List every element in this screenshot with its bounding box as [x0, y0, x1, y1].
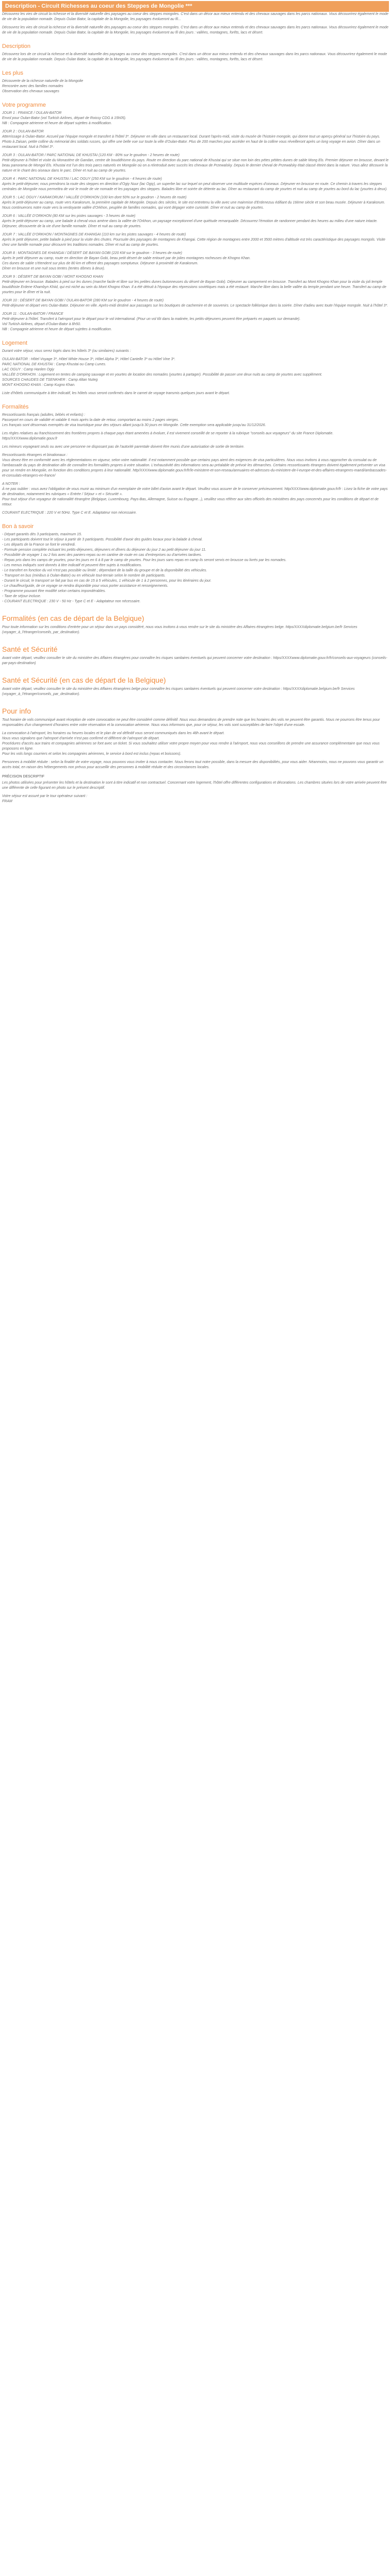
section-paragraph: Ressortissants étrangers et binationaux : Vous devez être en conformité avec les réglementations en vigueur, selon votre nationalité. Il est notamment possible que certains pays aient des exigences de visa particulières. Nous vous invitons à vous rapprocher du consulat ou de l'ambassade du pays de destination afin de connaître les formalités propres à votre situation. L'exhaustivité des informations sera au préalable de prévoir les démarches. Certains ressortissants étrangers doivent également présenter un visa pour se rendre en Mongolie, en fonction des conditions propres à leur nationalité. http/XXXXwww.diplomatie.gouv.fr/fr/le-ministere-et-son-reseau/annuaires-et-adresses-du-ministere-de-l-europe-et-des-affaires-etrangeres-maedi/ambassades-et-consulats-etrangers-en-france/ [2, 453, 387, 478]
intro-paragraph: Découvrez les vies de circuit la richesse et la diversité naturelle des paysages au coeur des steppes mongoles. C'est dans un décor aux mieux entendu et des chevaux sauvages dans les parcs nationaux. Vous découvrirez également le mode de vie de la population nomade. Depuis Oulan Bator, la capitale de la Mongolie, les paysages évolueront au fil des jours : vallées, montagnes, forêts, lacs et désert. [2, 26, 388, 35]
section-heading: Santé et Sécurité [2, 645, 58, 653]
section-heading: Santé et Sécurité (en cas de départ de la Belgique) [2, 676, 166, 684]
section-paragraph: JOUR 7 : VALLÉE D'ORKHON / MONTAGNES DE KHANGAI (110 km sur les pistes sauvages - 4 heures de route) Après le petit déjeuner, petite balade à pied pour la visite des chutes. Poursuite des paysages de montagnes de Khangai. Cette région de montagnes entre 2000 et 3500 mètres d'altitude est très caractéristique des paysages mongols. Visite chez une famille nomade pour découvrir les traditions nomades. Dîner et nuit au camp de yourtes. [2, 233, 385, 247]
section-paragraph: JOUR 5 : LAC OGUY / KARAKORUM / VALLÉE D'ORKHON (100 km dont 50% sur le goudron - 2 heures de route) Après le petit-déjeuner au camp, route vers Karakorum, la première capitale de Mongolie. Depuis des siècles, le site est entretenu la ville avec une mainmise d'Erdenezuu édifiant du 16ème siècle et son beau musée. Déjeuner à Karakorum. Nous continuerons notre route vers la verdoyante vallée d'Orkhon, peuplée de familles nomades, qui vont dégager votre curiosité. Dîner et nuit au camp de yourtes. [2, 196, 385, 210]
section-paragraph: Liste d'hôtels communiquée à titre indicatif, les hôtels vous seront confirmés dans le carnet de voyage transmis quelques jours avant le départ. [2, 392, 230, 395]
section-paragraph: JOUR 3 : OULAN-BATOR / PARC NATIONAL DE KHUSTAI (120 KM - 80% sur le goudron - 2 heures de route) Petit-déjeuner à l'hôtel et visite du Monastère de Gandan, centre de bouddhisme du pays. Route en direction du parc national de Khustai qui se situe non loin des pétes pétites dunes de sable Mong Els. Premier déjeuner en brousse, devant le beau panorama de Mongol Els. Khustai est l'un des trois parcs naturels en Mongolie où on a réintroduit avec succès les chevaux de Przewalsky. Depuis le dernier cheval de Przewalsky était classé éteint dans la nature. Vous allez découvrir la nature et le chant des oiseaux dans le parc. Dîner et nuit au camp de yourtes. [2, 154, 389, 173]
section-paragraph: JOUR 1 : FRANCE / OULAN-BATOR Envol pour Oulan-Bator (vol Turkish Airlines, départ de Roissy CDG à 15h05). NB : Compagnie aérienne et heure de départ sujettes à modification. [2, 111, 126, 125]
section-paragraph: A NOTER : À ne pas oublier : vous avez l'obligation de vous munir au minimum d'un exemplaire de votre billet d'avion avant le départ. Veuillez vous assurer de le conserver précieusement. http/XXXXwww.diplomatie.gouv.fr/fr : Lisez la fiche de votre pays de destination, notamment les rubriques « Entrée / Séjour » et « Sécurité ». Pour tout séjour d'un voyageur de nationalité étrangère (Belgique, Luxembourg, Pays-Bas, Allemagne, Suisse ou Espagne...), veuillez vous référer aux sites officiels des ministères des pays concernés pour les conditions de départ et de retour. [2, 482, 388, 506]
section-paragraph: JOUR 4 : PARC NATIONAL DE KHUSTAI / LAC OGUY (250 KM sur le goudron - 4 heures de route) Après le petit-déjeuner, nous prendrons la route des steppes en direction d'Ogiy Nuur (lac Ogiy), un superbe lac sur lequel on peut observer une multitude espèces d'oiseaux. Déjeuner en brousse en route. Ce chemin à travers les steppes centrales de Mongolie nous permettra de voir le mode de vie nomade et les paysages des steppes. Balades libre et soirée de détente au lac. Dîner au restaurant du camp de yourtes et nuit au camp de yourtes au bord du lac (yourtes à deux). [2, 177, 388, 191]
section-paragraph: Ressortissants français (adultes, bébés et enfants) : Passeport en cours de validité et valable 6 mois après la date de retour, comportant au moins 2 pages vierges. Les français sont désormais exemptés de visa touristique pour des séjours allant jusqu'à 30 jours en Mongolie. Cette exemption sera applicable jusqu'au 31/12/2026. [2, 413, 266, 427]
section-paragraph: JOUR 6 : VALLÉE D'ORKHON (80 KM sur les pistes sauvages - 3 heures de route) Après le petit-déjeuner au camp, une balade à cheval vous amène dans la vallée de l'Orkhon, un paysage exceptionnel d'une quiétude remarquable. Découvrez l'émotion de randonner pendant des heures au milieu d'une nature intacte. Déjeuner, découverte de la vie d'une famille nomade. Dîner et nuit au camp de yourtes. [2, 214, 378, 228]
section-heading: Bon à savoir [2, 523, 34, 530]
section-paragraph: Durant votre séjour, vous serez logés dans les hôtels 3* (ou similaires) suivants : [2, 349, 131, 353]
section-paragraph: Découvrez lors de ce circuit la richesse et la diversité naturelle des paysages au coeur des steppes mongoles. C'est dans un décor aux mieux entendu et des chevaux sauvages dans les parcs nationaux. Vous découvrirez également le mode de vie de la population nomade. Depuis Oulan Bator, la capitale de la Mongolie, les paysages évolueront au fil des jours : vallées, montagnes, forêts, lacs et désert. [2, 53, 387, 61]
section-heading: Formalités [2, 404, 29, 410]
section-paragraph: COURANT ELECTRIQUE : 220 V et 50Hz. Type C et E. Adaptateur non nécessaire. [2, 511, 137, 515]
intro-paragraph: Découvrez les vies de circuit la richesse et la diversité naturelle des paysages au coeur des steppes mongoles. C'est dans un décor aux mieux entendu et des chevaux sauvages dans les parcs nationaux. Vous découvrirez également le mode de vie de la population nomade. Depuis Oulan Bator, la capitale de la Mongolie, les paysages évolueront au fil... [2, 12, 388, 21]
section-paragraph: Avant votre départ, veuillez consulter le site du ministère des Affaires étrangères belge pour connaître les risques sanitaires éventuels qui peuvent concerner votre destination : https/XXXXdiplomatie.belgium.be/fr Services (voyager_à_l'étranger/conseils_par_destination). [2, 687, 355, 696]
section-paragraph: OULAN-BATOR : Hôtel Voyage 3*, Hôtel White House 3*, Hôtel Alpha 3*, Hôtel Cantelle 3* ou Hôtel Vine 3*. PARC NATIONAL DE KHUSTAI : Camp Khustai ou Camp Lunes. LAC OGUY : Camp Hanlen Ogiy VALLÉE D'ORKHON : Logement en tentes de camping sauvage et en yourtes de location des nomades (yourtes à partager). Possibilité de passer une deux nuits au camp de yourtes avec supplément. SOURCES CHAUDES DE TSENKHER : Camp Altan Nuteg MONT KHOGNO KHAN : Camp Kugno Khan. [2, 358, 322, 387]
section-heading: PRÉCISION DESCRIPTIF [2, 775, 45, 778]
section-paragraph: JOUR 11 : OULAN-BATOR / FRANCE Petit-déjeuner à l'hôtel. Transfert à l'aéroport pour le départ pour le vol international. (Pour un vol tôt dans la matinée, les petits-déjeuners peuvent être préparés en paquets sur demande). Vol Turkish Airlines, départ d'Oulan-Bator à 8h50. NB : Compagnie aérienne et heure de départ sujettes à modification. [2, 312, 301, 331]
section-paragraph: Tout horaire de vols communiqué avant réception de votre convocation ne peut être considéré comme définitif. Nous vous demandons de prendre note que les horaires des vols ne peuvent être garantis. Nous ne pourrons être tenus pour responsables d'un changement d'horaires entre votre réservation et la convocation aérienne. Nous vous informons que, pour ce séjour, les vols sont susceptibles de faire l'objet d'une escale. [2, 718, 380, 727]
section-paragraph: Personnes à mobilité réduite : selon la finalité de votre voyage, nous pouvons vous inviter à nous contacter. Nous ferons tout notre possible, dans la mesure des disponibilités, pour vous aider. Néanmoins, nous ne pouvons vous garantir un accès total, en raison des hébergements non prévus pour accueillir des personnes à mobilité réduite et des circonstances locales. [2, 760, 384, 769]
section-paragraph: Avant votre départ, veuillez consulter le site du ministère des Affaires étrangères pour connaître les risques sanitaires éventuels qui peuvent concerner votre destination : https/XXXXwww.diplomatie.gouv.fr/fr/conseils-aux-voyageurs (conseils-par-pays-destination) [2, 656, 387, 665]
section-heading: Logement [2, 340, 27, 346]
section-paragraph: JOUR 10 : DÉSERT DE BAYAN GOBI / OULAN-BATOR (280 KM sur le goudron - 4 heures de route) Petit-déjeuner et départ vers Oulan-Bator. Déjeuner en ville. Après-midi destiné aux passages sur les boutiques de cachemire et de souvenirs. Le spectacle folklorique dans la soirée. Dîner d'adieu avec toute l'équipe mongole. Nuit à l'hôtel 3*. [2, 299, 388, 308]
section-paragraph: JOUR 2 : OULAN-BATOR Atterrissage à Oulan-Bator. Accueil par l'équipe mongole et transfert à l'hôtel 3*. Déjeuner en ville dans un restaurant local. Durant l'après-midi, visite du musée de l'histoire mongole, qui donne tout un aperçu général sur l'histoire du pays. Photo à Zaisan, petite colline du mémorial des soldats russes, qui offre une belle vue sur toute la ville d'Oulan-Bator. Plus de 200 marches pour accéder en haut de la colline vous réveilleront après un long voyage en avion. Dîner dans un restaurant local. Nuit à l'hôtel 3*. [2, 130, 381, 149]
page-title: Description - Circuit Richesses au coeur des Steppes de Mongolie *** [2, 1, 389, 12]
section-heading: Description [2, 43, 31, 49]
content-sections [2, 43, 389, 804]
section-paragraph: Pour toute information sur les conditions d'entrée pour un séjour dans un pays considéré, nous vous invitons à vous rendre sur le site du ministère des Affaires étrangères belge. https/XXXXdiplomatie.belgium.be/fr Services (voyager_à_l'étranger/conseils_par_destination). [2, 625, 357, 634]
section-paragraph: Les règles relatives au franchissement des frontières propres à chaque pays étant amenées à évoluer, il est vivement conseillé de se reporter à la rubrique "conseils aux voyageurs" du site France Diplomatie. https/XXXXwww.diplomatie.gouv.fr [2, 432, 334, 440]
section-heading: Les plus [2, 70, 23, 76]
section-paragraph: La convocation à l'aéroport, les horaires ou heures locales et le plan de vol définitif vous seront communiqués dans les 48h avant le départ. Nous vous signalons que l'aéroport d'arrivée n'est pas confirmé et différent de l'aéroport de départ. Procédures d'accès aux trains et compagnies aériennes se font avec un ticket. Si vous souhaitez utiliser votre propre moyen pour vous rendre à l'aéroport, nous vous conseillons de prendre une assurance complémentaire que nous vous proposons en ligne. Pour les vols longs courriers et selon les compagnies aériennes, le service à bord est inclus (repas et boissons). [2, 732, 380, 756]
section-heading: Votre programme [2, 102, 46, 108]
section-heading: Pour info [2, 707, 31, 715]
section-paragraph: Les photos utilisées pour présenter les hôtels et la destination le sont à titre indicatif et non contractuel. Concernant votre logement, l'hôtel offre différentes configurations et décorations. Les chambres situées lors de votre arrivée peuvent être une différente de celle figurant en photo sur le présent descriptif. [2, 781, 387, 790]
section-paragraph: - Départ garantis dès 3 participants, maximum 15. - Les participants doivent tout le séjour à partir de 3 participants. Possibilité d'avoir des guides locaux pour la balade à cheval. - Les départs de la France se font le vendredi. - Formule pension complète incluant les petits-déjeuners, déjeuners et dîners du déjeuner du jour 2 au petit déjeuner du jour 11. - Possibilité de voyager 1 ou 2 fois avec des paniers-repas ou en cantine de route en cas d'entreprises ou d'arrivées tardives. - Repas pris dans les camps de yourtes, pour les jours en 6 à 8 par le camp de yourtes. Pour les jours sans repas en camp ils seront servis en brousse ou livrés par les nomades. - Les menus indiqués sont donnés à titre indicatif et peuvent être sujets à modifications. - Le transfert en fonction du vol n'est pas possible ou limité ; dépendant de la taille du groupe et de la disponibilité des véhicules. - Transport en bus (minibus à Oulan-Bator) ou en véhicule tout-terrain selon le nombre de participants. - Durant le circuit, le transport se fait par bus en cas de 15 à 5 véhicules, 1 véhicule de 1 à 2 personnes, pour les itinéraires du jour. - Le chauffeur/guide, de ce voyage se rendra disponible pour vous porter assistance et renseignements. - Programme pouvant être modifié selon certains impondérables. - Taxe de séjour incluse. - COURANT ELECTRIQUE : 230 V - 50 Hz - Type C et E - Adaptateur non nécessaire. [2, 533, 287, 603]
section-paragraph: JOUR 9 : DÉSERT DE BAYAN GOBI / MONT KHOGNO KHAN Petit-déjeuner en brousse. Balades à pied sur les dunes (marche facile et libre sur les petites dunes butonneuses du désert de Bayan Gobi). Déjeuner au campement en brousse. Transfert au Mont Khogno Khan pour la visite du joli temple bouddhiste Erdene Khambyn Khiid, qui est niché au sein du Mont Khogno Khan. Il a été détruit à l'époque des répressions soviétiques mais a été restauré. Marche libre dans la belle vallée du temple pendant une heure. Transfert au camp de yourtes pour le dîner et la nuit. [2, 275, 386, 294]
section-paragraph: Découverte de la richesse naturelle de la Mongolie Rencontre avec des familles nomades Observation des chevaux sauvages [2, 79, 84, 93]
page [0, 0, 391, 820]
section-paragraph: JOUR 8 : MONTAGNES DE KHANGAI / DÉSERT DE BAYAN GOBI (220 KM sur le goudron - 3 heures de route) Après le petit déjeuner au camp, route en direction de Bayan Gobi, beau petit désert de sable entouré par de jolies montagnes rocheuses de Khogno Khan. Ces dunes de sable s'étendent sur plus de 80 km et offrent des paysages somptueux. Déjeuner à proximité de Karakorum. Dîner en brousse et une nuit sous tentes (tentes dômes à deux). [2, 251, 251, 270]
section-paragraph: Votre séjour est assuré par le tour opérateur suivant : FRAM [2, 794, 88, 803]
section-paragraph: Les mineurs voyageant seuls ou avec une personne ne disposant pas de l'autorité parentale doivent être munis d'une autorisation de sortie de territoire. [2, 445, 245, 449]
section-heading: Formalités (en cas de départ de la Belgique) [2, 614, 144, 622]
